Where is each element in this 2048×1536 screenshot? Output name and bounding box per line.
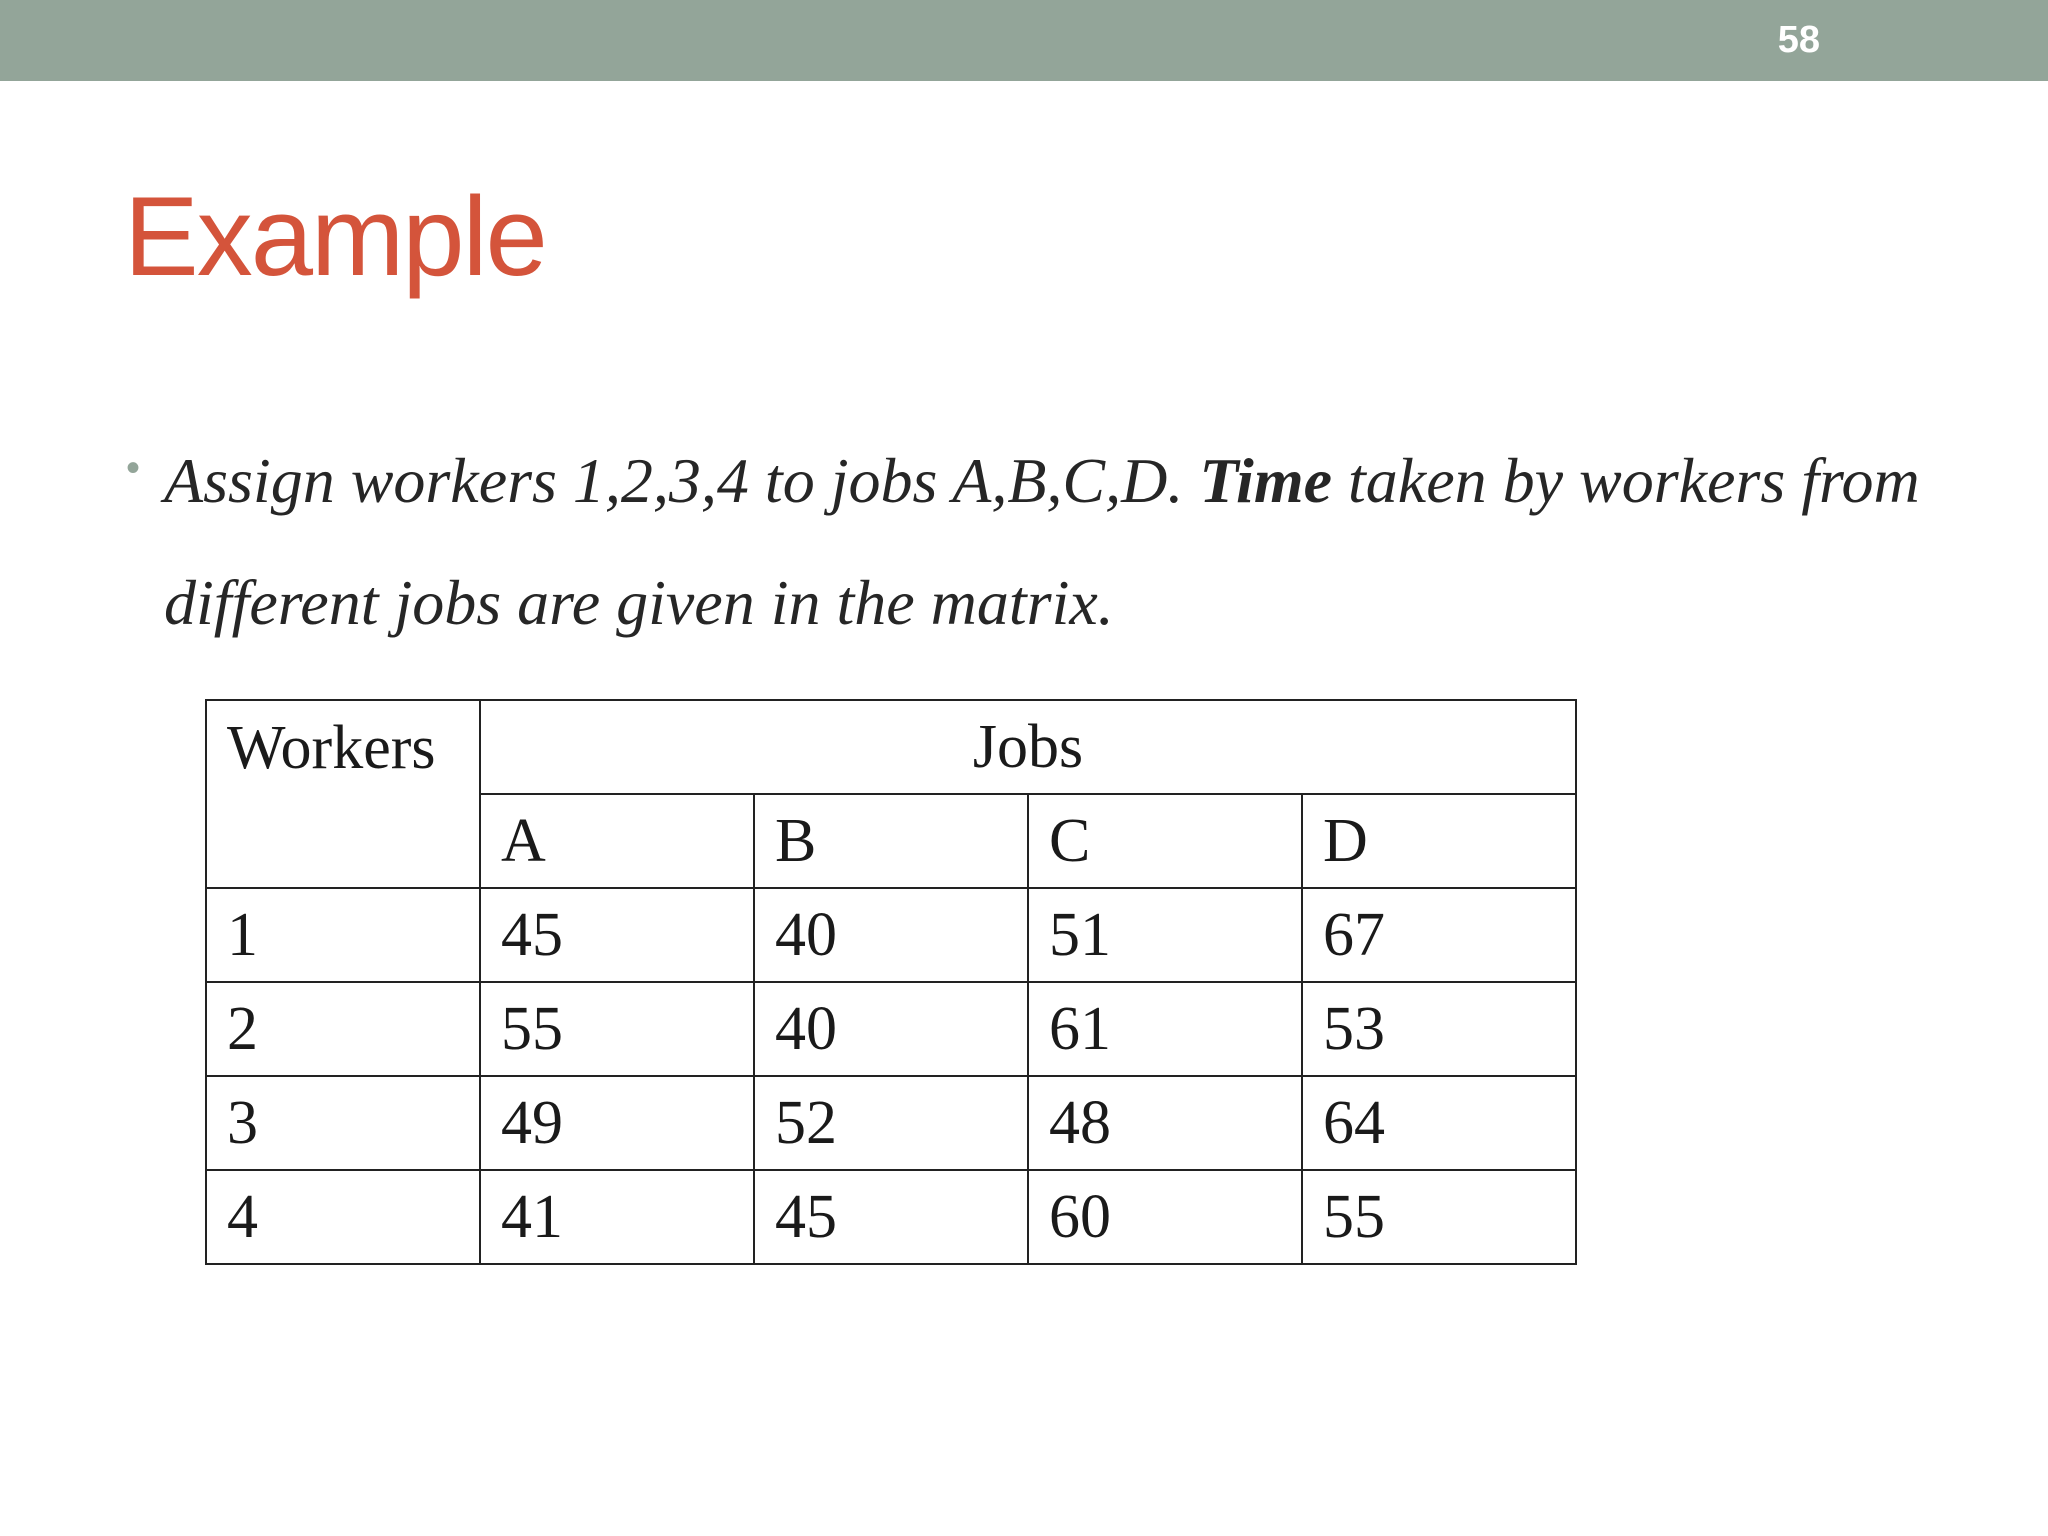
worker-cell: 2 <box>206 982 480 1076</box>
bullet-text-rest: taken by workers from different jobs are given in the matrix. <box>164 445 1920 638</box>
bullet-dot-icon: • <box>126 446 141 490</box>
time-cell: 41 <box>480 1170 754 1264</box>
bullet-text-emphasis: Time <box>1199 445 1332 516</box>
time-cell: 45 <box>480 888 754 982</box>
bullet-text-intro: Assign workers 1,2,3,4 to jobs A,B,C,D. <box>164 445 1200 516</box>
table-header-row <box>206 700 1576 794</box>
jobs-header: Jobs <box>480 700 1576 794</box>
worker-cell: 3 <box>206 1076 480 1170</box>
time-cell: 45 <box>754 1170 1028 1264</box>
table-row <box>206 1076 1576 1170</box>
time-cell: 52 <box>754 1076 1028 1170</box>
bullet-text <box>164 420 2048 664</box>
time-cell: 48 <box>1028 1076 1302 1170</box>
time-cell: 60 <box>1028 1170 1302 1264</box>
time-cell: 55 <box>480 982 754 1076</box>
worker-cell: 4 <box>206 1170 480 1264</box>
job-column-header: D <box>1302 794 1576 888</box>
job-column-header: B <box>754 794 1028 888</box>
time-cell: 40 <box>754 982 1028 1076</box>
time-cell: 64 <box>1302 1076 1576 1170</box>
table-row <box>206 1170 1576 1264</box>
time-cell: 53 <box>1302 982 1576 1076</box>
time-cell: 40 <box>754 888 1028 982</box>
workers-header: Workers <box>206 700 480 888</box>
slide-number: 58 <box>1777 19 1820 61</box>
time-cell: 67 <box>1302 888 1576 982</box>
time-cell: 49 <box>480 1076 754 1170</box>
table-row <box>206 888 1576 982</box>
time-cell: 61 <box>1028 982 1302 1076</box>
slide-title: Example <box>124 174 546 299</box>
time-cell: 55 <box>1302 1170 1576 1264</box>
assignment-matrix-table <box>205 699 1577 1265</box>
worker-cell: 1 <box>206 888 480 982</box>
table-row <box>206 982 1576 1076</box>
time-cell: 51 <box>1028 888 1302 982</box>
job-column-header: A <box>480 794 754 888</box>
job-column-header: C <box>1028 794 1302 888</box>
